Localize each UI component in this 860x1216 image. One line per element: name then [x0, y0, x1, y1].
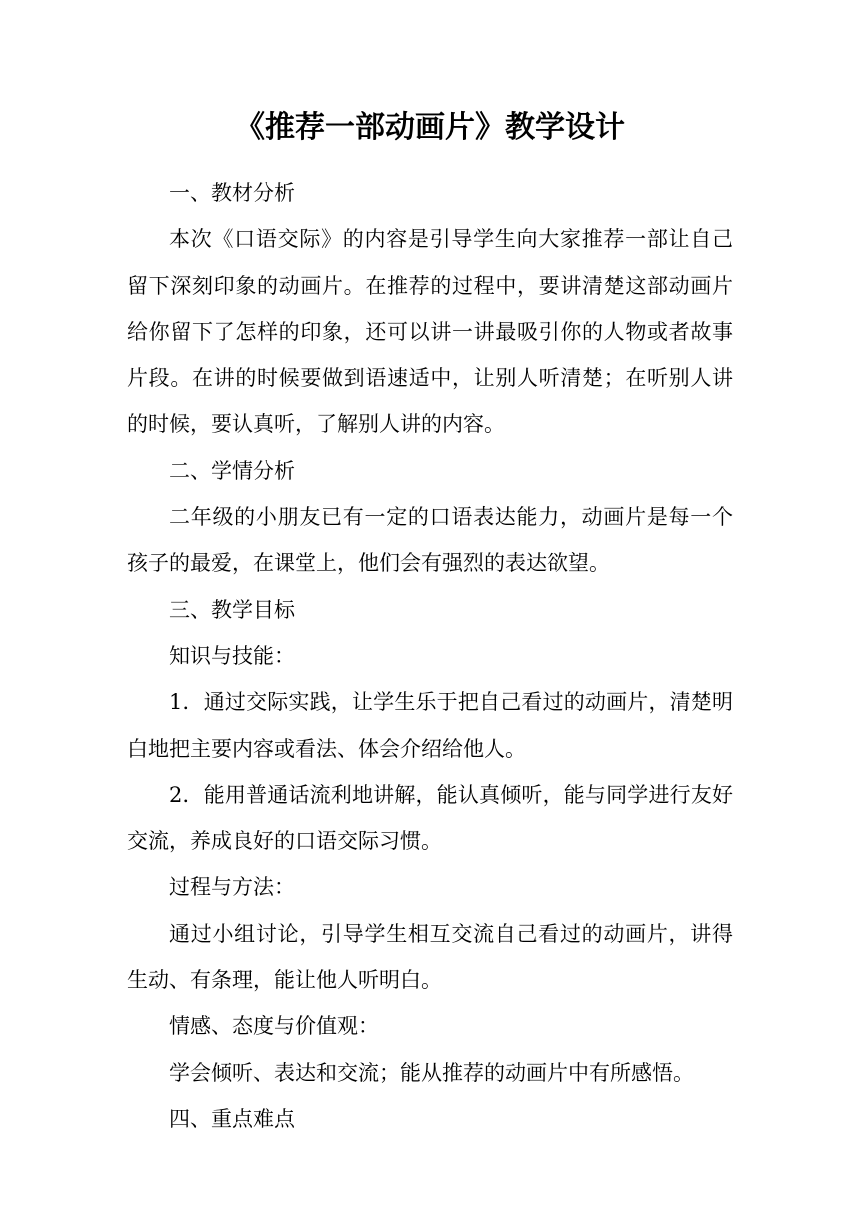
subheading-knowledge-skills: 知识与技能：: [169, 643, 295, 668]
paragraph-student-analysis: 二年级的小朋友已有一定的口语表达能力，动画片是每一个孩子的最爱，在课堂上，他们会有强烈的表达欲望。: [127, 505, 733, 576]
paragraph-emotion-values: 学会倾听、表达和交流；能从推荐的动画片中有所感悟。: [169, 1060, 694, 1085]
document-title: 《推荐一部动画片》教学设计: [235, 110, 625, 145]
subheading-process-methods: 过程与方法：: [169, 875, 295, 900]
goal-item-2: 2．能用普通话流利地讲解，能认真倾听，能与同学进行友好交流，养成良好的口语交际习惯。: [127, 782, 733, 854]
section-heading-key-difficulties: 四、重点难点: [169, 1106, 295, 1131]
paragraph-process-methods: 通过小组讨论，引导学生相互交流自己看过的动画片，讲得生动、有条理，能让他人听明白。: [127, 921, 733, 993]
section-heading-teaching-goals: 三、教学目标: [169, 597, 295, 622]
goal-item-1: 1．通过交际实践，让学生乐于把自己看过的动画片，清楚明白地把主要内容或看法、体会介绍给他人。: [127, 690, 733, 761]
document-body: [127, 170, 733, 1142]
subheading-emotion-values: 情感、态度与价值观：: [169, 1014, 379, 1039]
section-heading-textbook-analysis: 一、教材分析: [169, 181, 295, 205]
section-heading-student-analysis: 二、学情分析: [169, 458, 295, 483]
paragraph-textbook-analysis: 本次《口语交际》的内容是引导学生向大家推荐一部让自己留下深刻印象的动画片。在推荐的过程中，要讲清楚这部动画片给你留下了怎样的印象，还可以讲一讲最吸引你的人物或者故事片段。在讲的时候要做到语速适中，让别人听清楚；在听别人讲的时候，要认真听，了解别人讲的内容。: [127, 227, 733, 437]
